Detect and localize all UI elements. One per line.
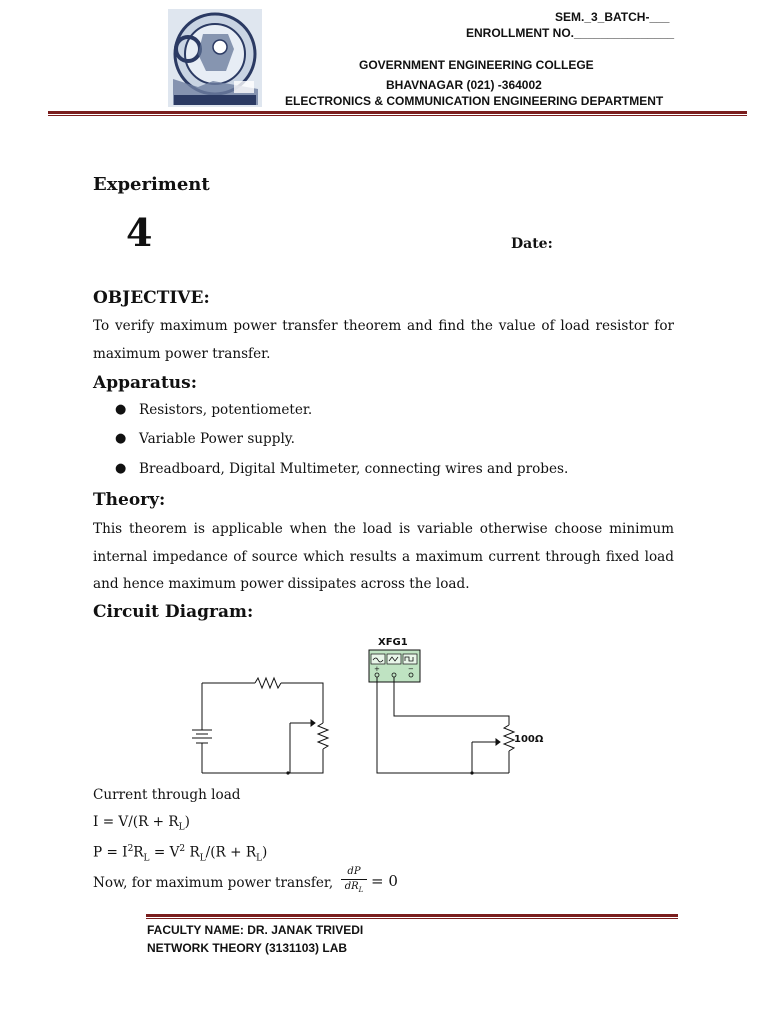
fraction-denominator	[341, 881, 367, 896]
generator-label: XFG1	[378, 637, 408, 648]
footer-rule	[146, 914, 678, 917]
equation-power	[93, 836, 267, 873]
eq2-sup2: 2	[179, 844, 186, 854]
objective-text: To verify maximum power transfer theorem and find the value of load resistor for maximum power transfer.	[93, 318, 674, 362]
experiment-label: Experiment	[93, 174, 210, 195]
eq2-sup1: 2	[127, 844, 134, 854]
list-item	[93, 431, 683, 455]
theory-text: This theorem is applicable when the load is variable otherwise choose minimum internal impedance of source which results a maximum current through fixed load and hence maximum power dissipates across the load.	[93, 521, 674, 592]
bullet-icon: ●	[115, 461, 127, 476]
college-address: BHAVNAGAR (021) -364002	[386, 78, 542, 92]
objective-heading: OBJECTIVE:	[93, 288, 210, 308]
college-name: GOVERNMENT ENGINEERING COLLEGE	[359, 58, 594, 72]
eq2-f: )	[262, 844, 268, 861]
eq2-sub3: L	[256, 853, 263, 864]
fraction-den-sub: L	[358, 886, 364, 894]
lab-name: NETWORK THEORY (3131103) LAB	[147, 941, 348, 955]
apparatus-item: Variable Power supply.	[139, 431, 295, 447]
bullet-icon: ●	[115, 431, 127, 446]
fraction-bar	[341, 879, 367, 880]
date-label: Date:	[511, 236, 553, 252]
circuit-heading: Circuit Diagram:	[93, 602, 254, 622]
eq1-sub: L	[178, 822, 185, 833]
eq2-e: /(R + R	[205, 844, 257, 861]
apparatus-item: Resistors, potentiometer.	[139, 402, 313, 418]
list-item	[93, 402, 683, 426]
header-rule	[48, 111, 747, 114]
department-name: ELECTRONICS & COMMUNICATION ENGINEERING DEPARTMENT	[285, 94, 664, 108]
eq1-suffix: )	[184, 814, 190, 830]
svg-text:+: +	[374, 665, 380, 673]
eq2-c: = V	[149, 844, 180, 861]
derivative-fraction	[341, 866, 367, 896]
college-logo	[168, 9, 262, 107]
bullet-icon: ●	[115, 402, 127, 417]
sem-batch: SEM._3_BATCH-___	[555, 10, 670, 24]
footer-rule-thin	[146, 918, 678, 919]
eq2-b: R	[133, 844, 144, 861]
list-item	[93, 461, 683, 485]
current-text: Current through load	[93, 787, 241, 803]
experiment-number: 4	[126, 210, 153, 255]
apparatus-heading: Apparatus:	[93, 373, 198, 393]
header-rule-thin	[48, 115, 747, 116]
fraction-numerator: dP	[347, 866, 361, 877]
eq2-a: P = I	[93, 844, 128, 861]
eq2-d: R	[185, 844, 200, 861]
eq2-sub1: L	[143, 853, 150, 864]
fraction-den-text: dR	[344, 881, 359, 892]
equals-zero: = 0	[371, 872, 398, 890]
eq1-prefix: I = V/(R + R	[93, 814, 179, 830]
theory-heading: Theory:	[93, 490, 166, 510]
circuit-diagram	[180, 630, 560, 780]
svg-text:−: −	[408, 665, 414, 673]
resistor-label: 100Ω	[514, 734, 544, 745]
faculty-name: FACULTY NAME: DR. JANAK TRIVEDI	[147, 923, 364, 937]
max-power-text: Now, for maximum power transfer,	[93, 875, 334, 891]
eq2-sub2: L	[199, 853, 206, 864]
apparatus-item: Breadboard, Digital Multimeter, connecting wires and probes.	[139, 461, 569, 477]
enrollment-no: ENROLLMENT NO._______________	[466, 26, 675, 40]
